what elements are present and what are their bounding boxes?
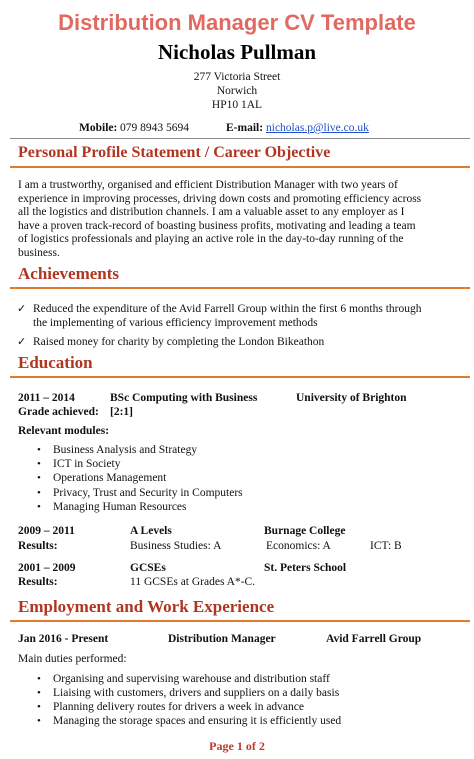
alevels-institution: Burnage College bbox=[264, 525, 346, 537]
achievements-heading: Achievements bbox=[18, 264, 120, 283]
check-icon: ✓ bbox=[17, 336, 27, 348]
education-rule bbox=[10, 376, 470, 378]
profile-line: all the logistics and distribution channels. I am a valuable asset to any employer as I bbox=[18, 206, 405, 218]
gcses-dates: 2001 – 2009 bbox=[18, 562, 76, 574]
employment-rule bbox=[10, 620, 470, 622]
address-line-postcode: HP10 1AL bbox=[211, 99, 263, 111]
profile-line: experience in improving processes, driving down costs and promoting efficiency across bbox=[18, 193, 422, 205]
profile-heading: Personal Profile Statement / Career Objective bbox=[18, 144, 331, 161]
bullet-icon: • bbox=[37, 444, 41, 456]
profile-rule bbox=[10, 166, 470, 168]
gcses-result: 11 GCSEs at Grades A*-C. bbox=[130, 576, 256, 588]
profile-line: I am a trustworthy, organised and efficient Distribution Manager with two years of bbox=[18, 179, 398, 191]
degree-course: BSc Computing with Business bbox=[110, 392, 258, 404]
bullet-icon: • bbox=[37, 501, 41, 513]
alevels-result: Business Studies: A bbox=[130, 540, 222, 552]
achievement-item: Raised money for charity by completing the London Bikeathon bbox=[33, 336, 325, 348]
module-item: Business Analysis and Strategy bbox=[53, 444, 198, 456]
bullet-icon: • bbox=[37, 715, 41, 727]
document-title: Distribution Manager CV Template bbox=[58, 10, 416, 35]
achievement-item-cont: the implementing of various efficiency improvement methods bbox=[33, 317, 318, 329]
modules-label: Relevant modules: bbox=[18, 425, 110, 437]
mobile-label: Mobile: bbox=[79, 122, 118, 134]
profile-line: of logistics professionals and playing an active role in the day-to-day running of the bbox=[18, 233, 404, 245]
module-item: Managing Human Resources bbox=[53, 501, 187, 513]
grade-label: Grade achieved: bbox=[18, 406, 99, 418]
gcses-institution: St. Peters School bbox=[264, 562, 347, 574]
address-line-city: Norwich bbox=[216, 85, 258, 97]
gcses-results-label: Results: bbox=[18, 576, 58, 588]
alevels-dates: 2009 – 2011 bbox=[18, 525, 75, 537]
bullet-icon: • bbox=[37, 701, 41, 713]
gcses-qualification: GCSEs bbox=[130, 562, 166, 574]
duty-item: Planning delivery routes for drivers a week in advance bbox=[53, 701, 304, 713]
bullet-icon: • bbox=[37, 487, 41, 499]
email-link[interactable]: nicholas.p@live.co.uk bbox=[266, 122, 369, 134]
degree-dates: 2011 – 2014 bbox=[18, 392, 75, 404]
duty-item: Managing the storage spaces and ensuring it is efficiently used bbox=[53, 715, 342, 727]
duty-item: Organising and supervising warehouse and distribution staff bbox=[53, 673, 330, 685]
bullet-icon: • bbox=[37, 687, 41, 699]
employment-heading: Employment and Work Experience bbox=[18, 597, 275, 616]
profile-line: business. bbox=[18, 247, 60, 259]
job-company: Avid Farrell Group bbox=[326, 633, 422, 645]
duties-label: Main duties performed: bbox=[18, 653, 127, 665]
mobile-value: 079 8943 5694 bbox=[120, 122, 189, 134]
candidate-name: Nicholas Pullman bbox=[157, 40, 317, 64]
address-line-street: 277 Victoria Street bbox=[193, 71, 281, 83]
achievements-rule bbox=[10, 287, 470, 289]
alevels-qualification: A Levels bbox=[130, 525, 172, 537]
degree-institution: University of Brighton bbox=[296, 392, 407, 404]
module-item: Privacy, Trust and Security in Computers bbox=[53, 487, 243, 499]
check-icon: ✓ bbox=[17, 303, 27, 315]
page-number: Page 1 of 2 bbox=[209, 739, 265, 753]
duty-item: Liaising with customers, drivers and suppliers on a daily basis bbox=[53, 687, 340, 699]
grade-value: [2:1] bbox=[110, 406, 133, 418]
education-heading: Education bbox=[18, 353, 93, 372]
module-item: Operations Management bbox=[53, 472, 167, 484]
email-label: E-mail: bbox=[226, 122, 264, 134]
bullet-icon: • bbox=[37, 472, 41, 484]
profile-line: have a proven track-record of boasting business profits, motivating and leading a team bbox=[18, 220, 416, 232]
alevels-results-label: Results: bbox=[18, 540, 58, 552]
alevels-result: Economics: A bbox=[266, 540, 331, 552]
bullet-icon: • bbox=[37, 673, 41, 685]
job-dates: Jan 2016 - Present bbox=[18, 633, 109, 645]
alevels-result: ICT: B bbox=[370, 540, 402, 552]
bullet-icon: • bbox=[37, 458, 41, 470]
achievement-item: Reduced the expenditure of the Avid Farrell Group within the first 6 months through bbox=[33, 303, 422, 315]
module-item: ICT in Society bbox=[53, 458, 121, 470]
header-divider bbox=[10, 138, 470, 139]
job-title: Distribution Manager bbox=[168, 633, 276, 645]
